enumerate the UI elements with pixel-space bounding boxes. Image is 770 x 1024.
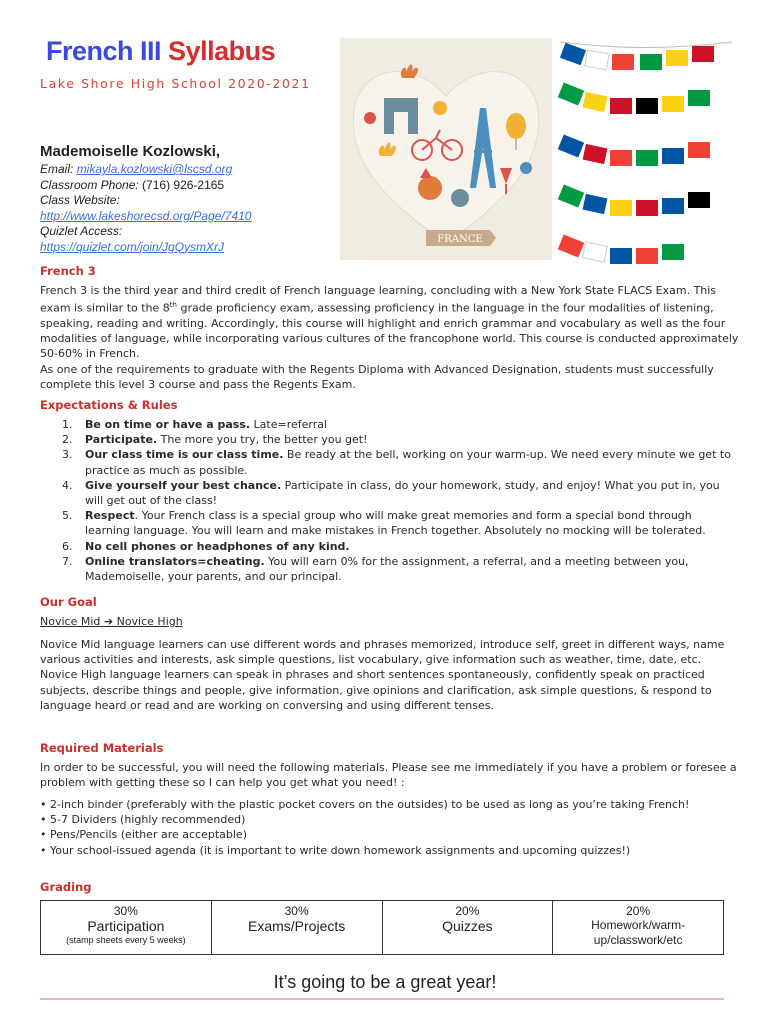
rule-number: 2.	[62, 433, 73, 447]
rule-title: Participate.	[85, 433, 158, 447]
french3-para1-b: grade proficiency exam, assessing proficiency in the language in the four modalities of listening, speaking, reading and writing. Accordingly, this course will highlight and enrich grammar and vocabulary as well as the four modalities of language, while incorporating various cultures of the francophone world. This course is conducted approximately 50-60% in French.	[40, 301, 739, 361]
rule-item	[40, 508, 740, 538]
heart-collage-icon	[340, 38, 552, 260]
rule-text: Participate in class, do your homework, study, and enjoy! What you put in, you will get out of the class!	[85, 478, 720, 508]
goal-to: Novice High	[116, 615, 183, 628]
grading-cell	[382, 901, 553, 955]
rule-text: The more you try, the better you get!	[157, 433, 368, 447]
contact-info	[40, 162, 251, 255]
grading-percent: 30%	[284, 904, 309, 918]
title-syllabus: Syllabus	[161, 36, 276, 66]
material-item: • Your school-issued agenda (it is important to write down homework assignments and upcoming quizzes!)	[40, 843, 631, 857]
grading-category: Homework/warm-up/classwork/etc	[591, 918, 686, 947]
document-title	[46, 36, 275, 67]
goal-para1: Novice Mid language learners can use different words and phrases memorized, introduce self, greet in different ways, name various activities and interests, ask simple questions, list vocabulary, give information such as weather, time, date, etc.	[40, 638, 725, 667]
grading-category: Exams/Projects	[248, 918, 346, 934]
title-french: French	[46, 36, 141, 66]
french3-para2: As one of the requirements to graduate with the Regents Diploma with Advanced Designation, students must successfully complete this level 3 course and pass the Regents Exam.	[40, 362, 714, 391]
french3-heading: French 3	[40, 264, 96, 278]
material-item: • 5-7 Dividers (highly recommended)	[40, 813, 246, 827]
phone-number: (716) 926-2165	[142, 177, 225, 192]
rule-number: 6.	[62, 539, 73, 553]
closing-message: It’s going to be a great year!	[273, 972, 497, 992]
grading-cell	[41, 901, 212, 955]
rule-number: 7.	[62, 554, 73, 568]
rule-number: 4.	[62, 478, 73, 492]
expectations-heading: Expectations & Rules	[40, 398, 178, 412]
title-numeral: III	[140, 36, 162, 66]
rules-list	[40, 417, 740, 584]
material-item: • 2-inch binder (preferably with the plastic pocket covers on the outsides) to be used as long as you’re taking French!	[40, 798, 690, 811]
flag-bunting	[556, 38, 736, 270]
grading-percent: 20%	[626, 904, 651, 918]
rule-number: 3.	[62, 448, 73, 462]
rule-text: Late=referral	[250, 418, 328, 431]
grading-percent: 30%	[113, 904, 138, 918]
rule-number: 5.	[62, 509, 73, 523]
grading-note: (stamp sheets every 5 weeks)	[66, 935, 186, 945]
phone-label: Classroom Phone:	[40, 177, 143, 192]
rule-number: 1.	[62, 418, 73, 431]
goal-heading: Our Goal	[40, 595, 97, 609]
art-banner-text: FRANCE	[437, 234, 483, 245]
rule-title: Give yourself your best chance.	[85, 478, 282, 492]
rule-item	[40, 432, 740, 447]
french3-para1-sup: th	[169, 301, 177, 310]
goal-description	[40, 637, 740, 713]
rule-title: Our class time is our class time.	[85, 448, 284, 462]
rule-item	[40, 478, 740, 508]
rule-text: . Your French class is a special group who will make great memories and form a special bond through learning language. You will learn and make mistakes in French together. Absolutely no mocking will be tolerated.	[85, 509, 706, 538]
french3-para1-a: French 3 is the third year and third credit of French language learning, concluding with a New York State FLACS Exam. This exam is similar to the 8	[40, 284, 717, 315]
france-heart-illustration	[340, 38, 552, 260]
materials-intro: In order to be successful, you will need the following materials. Please see me immediately if you have a problem or foresee a problem with getting these so I can help you get what you need! :	[40, 761, 737, 790]
rule-item	[40, 417, 740, 432]
grading-category: Quizzes	[442, 918, 493, 934]
goal-subheading	[40, 615, 183, 628]
rule-title: Be on time or have a pass.	[85, 418, 251, 431]
grading-percent: 20%	[455, 904, 480, 918]
school-name: Lake Shore High School 2020-2021	[40, 76, 311, 91]
rule-title: Respect	[85, 509, 135, 523]
quizlet-link[interactable]: https://quizlet.com/join/JgQysmXrJ	[40, 239, 225, 254]
grading-cell	[211, 901, 382, 955]
rule-text: Be ready at the bell, working on your warm-up. We need every minute we get to practice as much as possible.	[85, 448, 731, 477]
materials-list	[40, 797, 740, 858]
goal-from: Novice Mid	[40, 615, 101, 628]
rule-text: You will earn 0% for the assignment, a referral, and a meeting between you, Mademoiselle, your parents, and our principal.	[85, 554, 689, 584]
website-label: Class Website:	[40, 193, 120, 207]
rule-item	[40, 539, 740, 554]
grading-heading: Grading	[40, 880, 92, 894]
materials-heading: Required Materials	[40, 741, 164, 755]
french3-description	[40, 283, 740, 392]
material-item: • Pens/Pencils (either are acceptable)	[40, 828, 247, 842]
teacher-name: Mademoiselle Kozlowski,	[40, 143, 221, 160]
rule-title: Online translators=cheating.	[85, 554, 265, 568]
quizlet-label: Quizlet Access:	[40, 224, 123, 238]
footer-divider	[40, 998, 724, 1000]
website-link[interactable]: http://www.lakeshorecsd.org/Page/7410	[40, 208, 252, 223]
rule-item	[40, 554, 740, 584]
grading-cell	[553, 901, 724, 955]
flags-icon	[556, 38, 736, 270]
goal-para2: Novice High language learners can speak in phrases and short sentences spontaneously, confidently speak on practiced subjects, describe things and people, give information, give opinions and clarification, ask simple questions, & respond to language heard or read and are working on conversing and using different tenses.	[40, 668, 712, 712]
email-link[interactable]: mikayla.kozlowski@lscsd.org	[76, 162, 233, 176]
email-label: Email:	[40, 162, 77, 176]
grading-table	[40, 900, 724, 955]
grading-category: Participation	[87, 918, 165, 934]
grading-row	[41, 901, 724, 955]
rule-item	[40, 447, 740, 477]
arrow-right-icon: ➔	[103, 615, 114, 628]
rule-title: No cell phones or headphones of any kind.	[85, 539, 350, 553]
